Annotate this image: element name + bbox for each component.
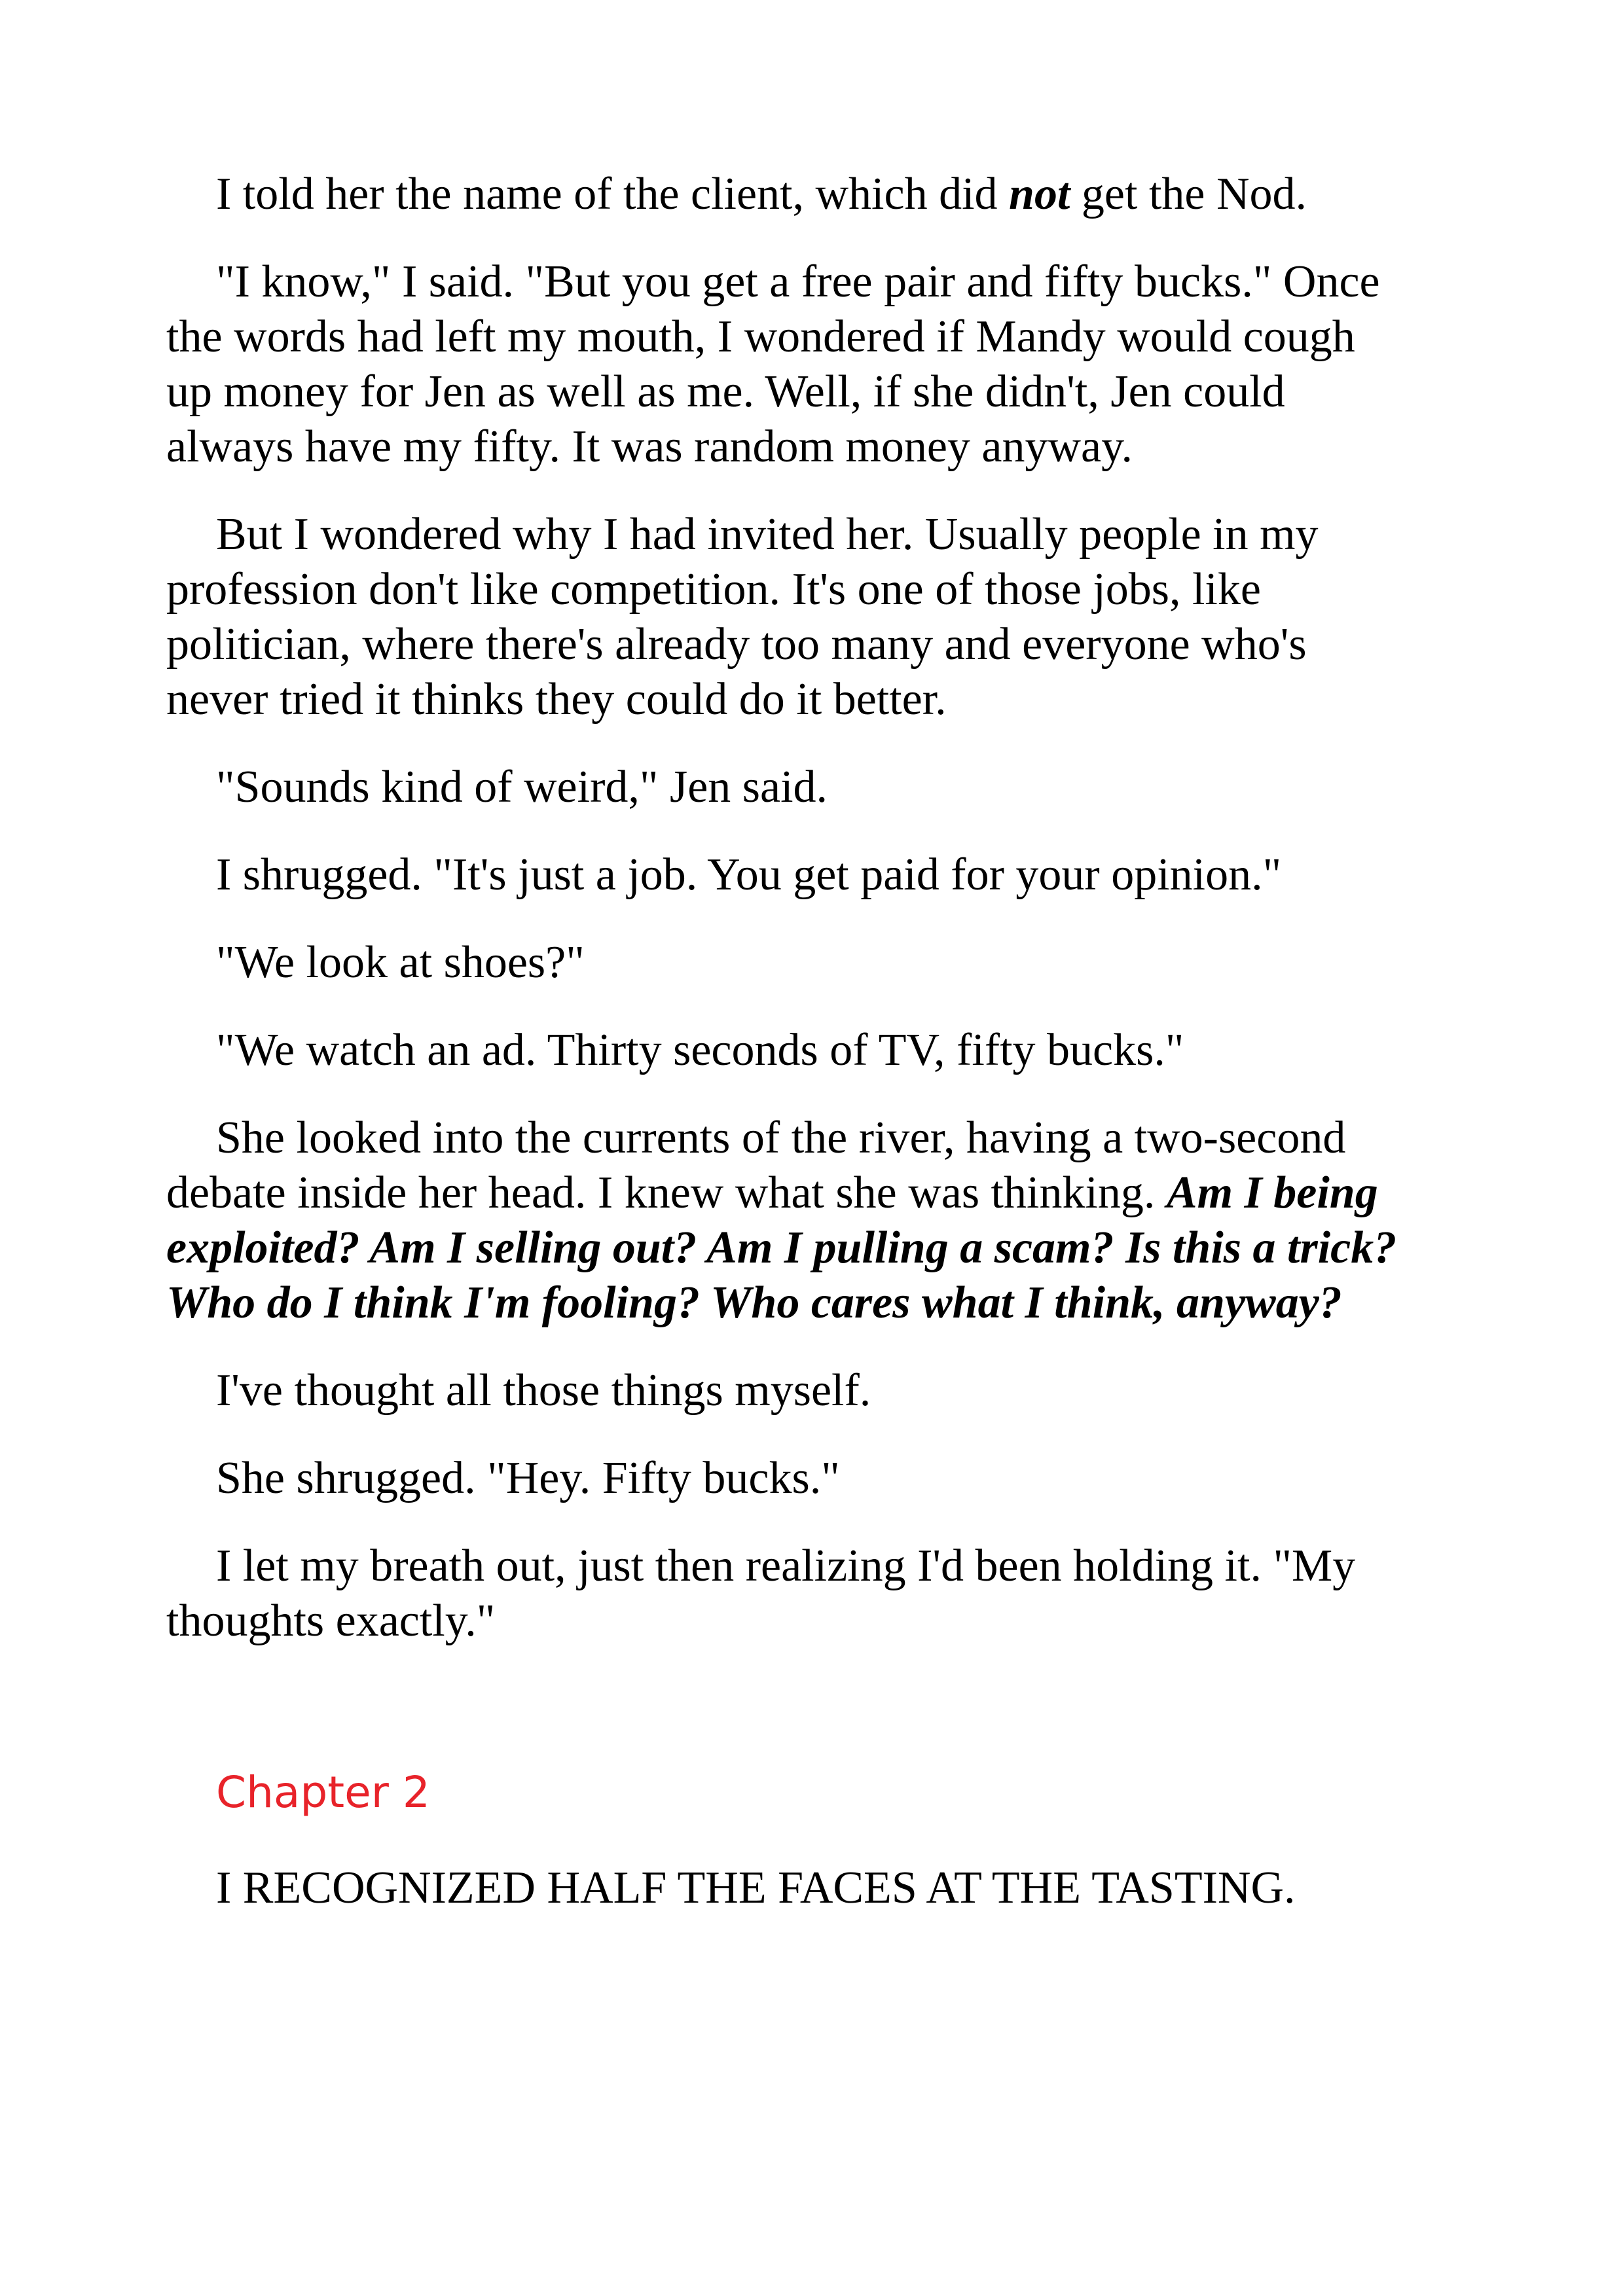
paragraph-1-text-before: I told her the name of the client, which did (216, 169, 1010, 219)
paragraph-3: But I wondered why I had invited her. Usually people in my profession don't like competition. It's one of those jobs, like politician, where there's already too many and everyone who's never tried it thinks they could do it better. (166, 509, 1319, 725)
chapter-heading: Chapter 2 (216, 1767, 430, 1818)
paragraph-8 (166, 1111, 1397, 1331)
paragraph-2: "I know," I said. "But you get a free pair and fifty bucks." Once the words had left my mouth, I wondered if Mandy would cough up money for Jen as well as me. Well, if she didn't, Jen could always have my fifty. It was random money anyway. (166, 257, 1380, 472)
chapter-opening-line: I RECOGNIZED HALF THE FACES AT THE TASTING. (216, 1863, 1296, 1913)
paragraph-1-text-after: get the Nod. (1070, 169, 1307, 219)
paragraph-1 (166, 167, 1397, 222)
paragraph-11: I let my breath out, just then realizing I'd been holding it. "My thoughts exactly." (166, 1541, 1356, 1646)
paragraph-6: "We look at shoes?" (216, 937, 585, 988)
paragraph-7: "We watch an ad. Thirty seconds of TV, fifty bucks." (216, 1025, 1184, 1075)
paragraph-4: "Sounds kind of weird," Jen said. (216, 762, 828, 812)
paragraph-1-emphasis: not (1009, 169, 1070, 219)
paragraph-8-emphasis: Am I being exploited? Am I selling out? Am I pulling a scam? Is this a trick? Who do I think I'm fooling? Who cares what I think, anyway? (166, 1168, 1397, 1328)
paragraph-5: I shrugged. "It's just a job. You get paid for your opinion." (216, 850, 1282, 900)
document-page (166, 167, 1397, 1916)
paragraph-9: I've thought all those things myself. (216, 1365, 871, 1416)
paragraph-8-text-before: She looked into the currents of the river, having a two-second debate inside her head. I knew what she was thinking. (166, 1113, 1346, 1218)
paragraph-10: She shrugged. "Hey. Fifty bucks." (216, 1453, 840, 1503)
